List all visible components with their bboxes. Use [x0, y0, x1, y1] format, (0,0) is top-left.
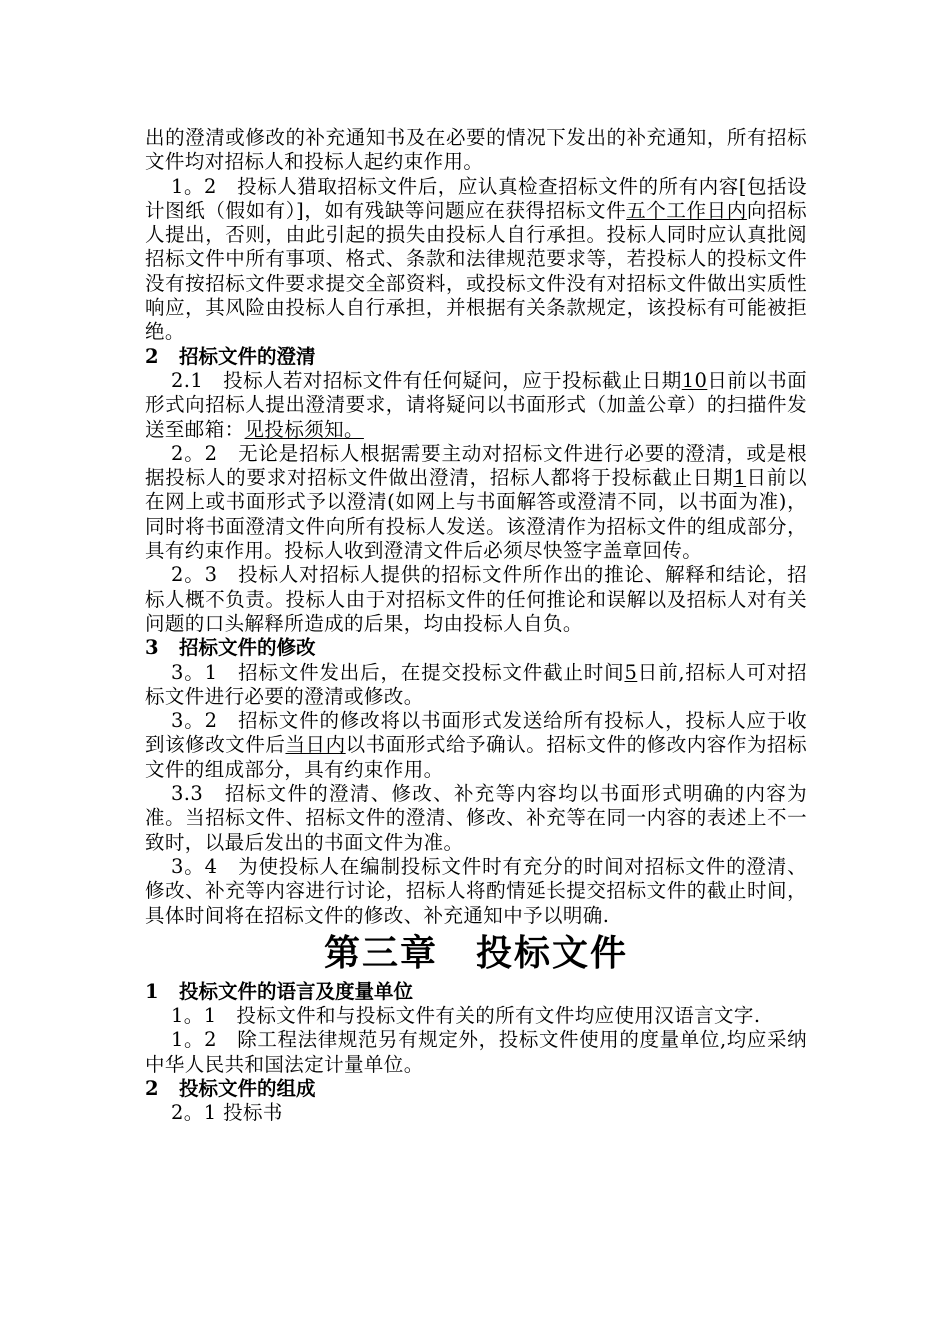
paragraph-3-2: 3。2 招标文件的修改将以书面形式发送给所有投标人，投标人应于收到该修改文件后当日内以书面形式给予确认。招标文件的修改内容作为招标文件的组成部分，具有约束作用。 [145, 709, 808, 781]
underlined-same-day: 当日内 [285, 733, 346, 757]
paragraph-3-3: 3.3 招标文件的澄清、修改、补充等内容均以书面形式明确的内容为准。当招标文件、招标文件的澄清、修改、补充等在同一内容的表述上不一致时，以最后发出的书面文件为准。 [145, 782, 807, 854]
paragraph-c2-1: 2。1 投标书 [171, 1101, 283, 1125]
paragraph-c1-1: 1。1 投标文件和与投标文件有关的所有文件均应使用汉语言文字. [171, 1004, 761, 1028]
underlined-email: 见投标须知。 [244, 417, 364, 441]
section-heading-c2: 2 投标文件的组成 [145, 1076, 316, 1100]
underlined-days: 1 [733, 466, 747, 490]
paragraph-3-4: 3。4 为使投标人在编制投标文件时有充分的时间对招标文件的澄清、修改、补充等内容进行讨论，招标人将酌情延长提交招标文件的截止时间，具体时间将在招标文件的修改、补充通知中予以明确. [145, 854, 807, 927]
paragraph-continuation: 出的澄清或修改的补充通知书及在必要的情况下发出的补充通知，所有招标文件均对招标人和投标人起约束作用。 [145, 126, 807, 174]
section-heading-2: 2 招标文件的澄清 [145, 344, 316, 368]
paragraph-c1-2: 1。2 除工程法律规范另有规定外，投标文件使用的度量单位,均应采纳中华人民共和国法定计量单位。 [145, 1028, 807, 1076]
underlined-days: 10 [681, 368, 708, 392]
underlined-days: 5 [624, 660, 638, 684]
underlined-deadline: 五个工作日内 [626, 198, 747, 222]
section-heading-3: 3 招标文件的修改 [145, 636, 316, 660]
paragraph-1-2: 1。2 投标人猎取招标文件后，应认真检查招标文件的所有内容[包括设计图纸（假如有）]，如有残缺等问题应在获得招标文件五个工作日内向招标人提出，否则，由此引起的损失由投标人自行承担。投标人同时应认真批阅招标文件中所有事项、格式、条款和法律规范要求等，若投标人的投标文件没有按招标文件要求提交全部资料，或投标文件没有对招标文件做出实质性响应，其风险由投标人自行承担，并根据有关条款规定，该投标有可能被拒绝。 [145, 174, 808, 344]
paragraph-3-1: 3。1 招标文件发出后，在提交投标文件截止时间5日前,招标人可对招标文件进行必要的澄清或修改。 [145, 660, 807, 708]
section-heading-c1: 1 投标文件的语言及度量单位 [145, 979, 414, 1003]
paragraph-2-2: 2。2 无论是招标人根据需要主动对招标文件进行必要的澄清，或是根据投标人的要求对招标文件做出澄清，招标人都将于投标截止日期1日前以在网上或书面形式予以澄清(如网上与书面解答或澄清不同，以书面为准)，同时将书面澄清文件向所有投标人发送。该澄清作为招标文件的组成部分，具有约束作用。投标人收到澄清文件后必须尽快签字盖章回传。 [145, 441, 808, 563]
document-body [145, 126, 807, 1126]
chapter-title: 第三章 投标文件 [323, 932, 628, 974]
paragraph-2-1: 2.1 投标人若对招标文件有任何疑问，应于投标截止日期10日前以书面形式向招标人提出澄清要求，请将疑问以书面形式（加盖公章）的扫描件发送至邮箱：见投标须知。 [145, 368, 807, 441]
paragraph-2-3: 2。3 投标人对招标人提供的招标文件所作出的推论、解释和结论，招标人概不负责。投标人由于对招标文件的任何推论和误解以及招标人对有关问题的口头解释所造成的后果，均由投标人自负。 [145, 563, 807, 635]
